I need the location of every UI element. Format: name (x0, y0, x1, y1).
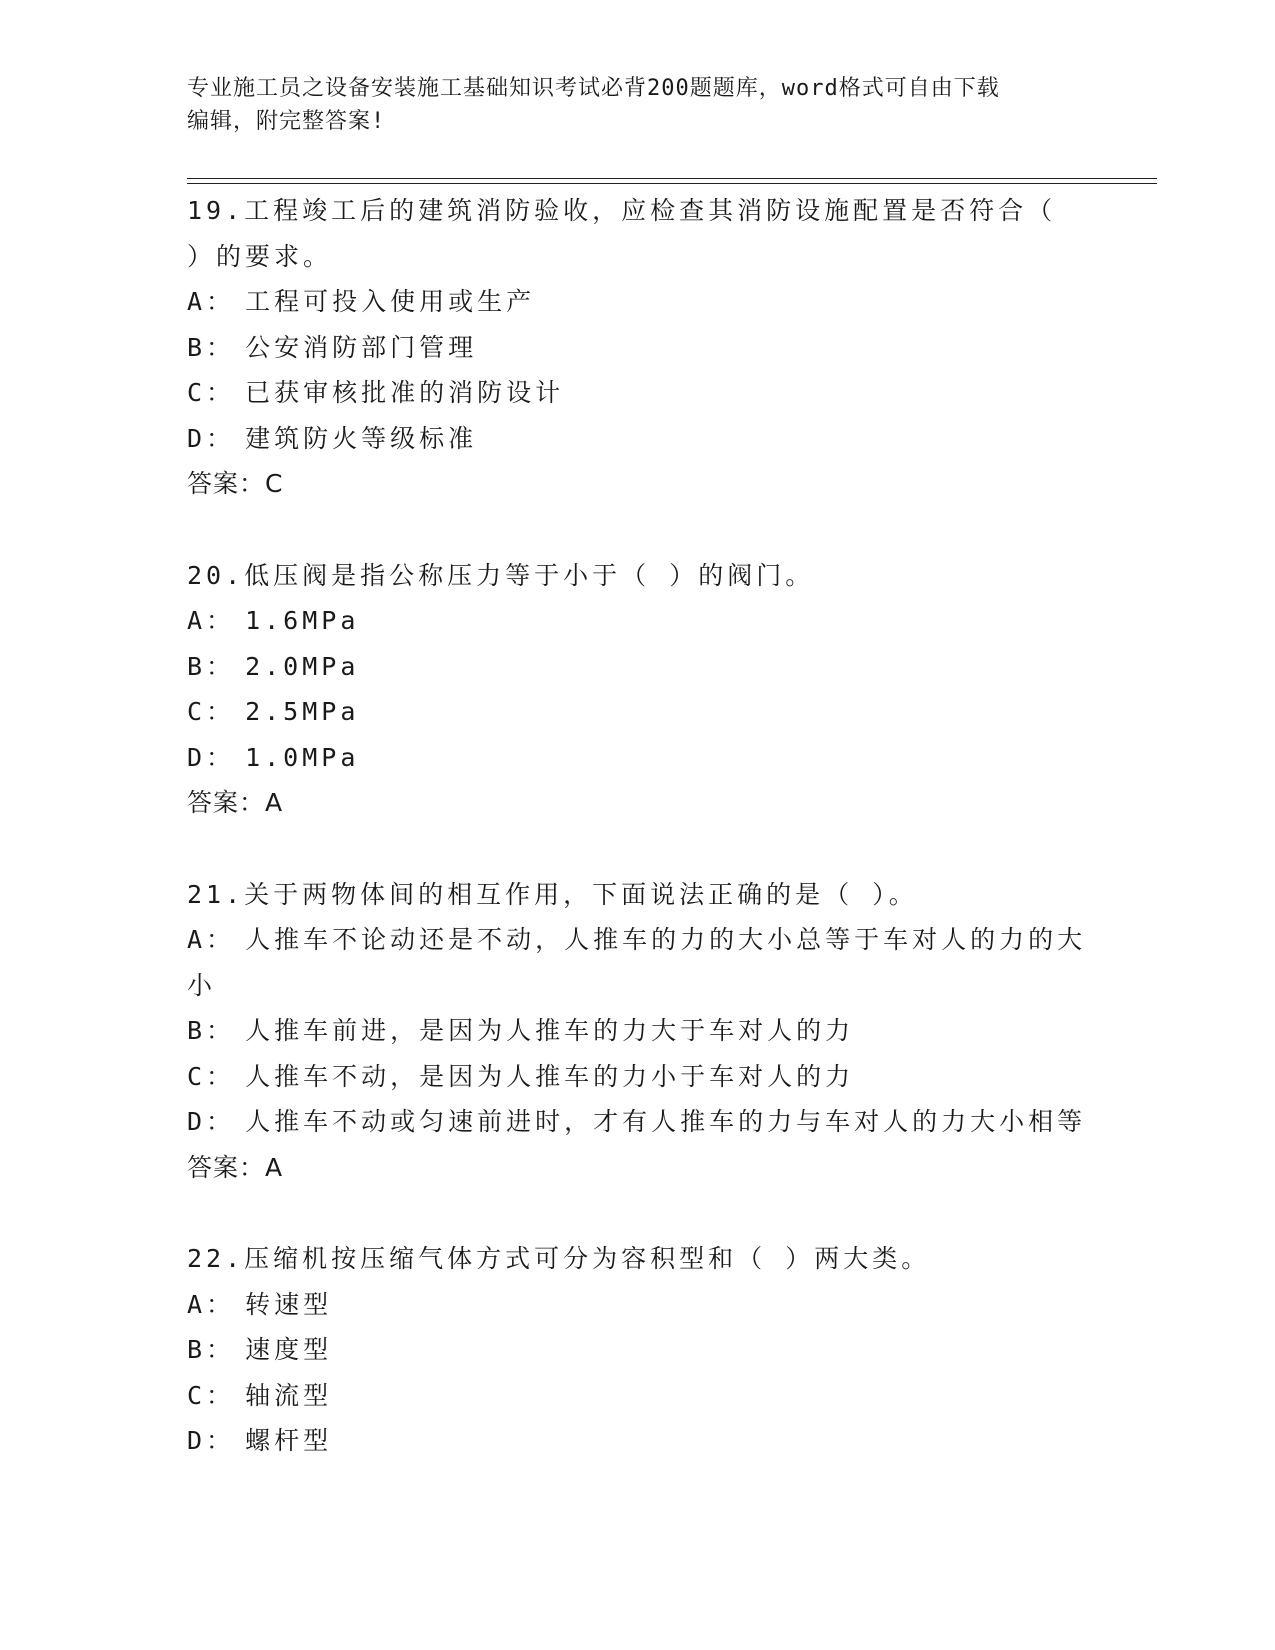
option-key: A： (187, 1289, 236, 1319)
option-key: B： (187, 1016, 236, 1045)
option-key: A： (187, 287, 236, 316)
question-22 (187, 1236, 1087, 1464)
spacer (187, 507, 1087, 553)
document-header (187, 72, 1067, 138)
option-text: 轴流型 (245, 1380, 333, 1410)
option-a (187, 1282, 1087, 1328)
option-text: 人推车不动或匀速前进时，才有人推车的力与车对人的力大小相等 (245, 1107, 1087, 1136)
option-c (187, 370, 1087, 416)
option-text: 公安消防部门管理 (245, 332, 478, 362)
option-key: C： (187, 1061, 236, 1091)
option-a-continued: 小 (187, 970, 217, 1000)
option-b (187, 644, 1087, 690)
question-19 (187, 188, 1087, 507)
option-text: 1.0MPa (245, 742, 360, 772)
option-key: C： (187, 1380, 236, 1410)
question-stem: 22.压缩机按压缩气体方式可分为容积型和（ ）两大类。 (187, 1244, 931, 1273)
option-text: 转速型 (245, 1289, 333, 1319)
option-d (187, 416, 1087, 462)
option-b (187, 1008, 1087, 1054)
option-text: 2.5MPa (245, 697, 360, 726)
option-text: 人推车不论动还是不动，人推车的力的大小总等于车对人的力的大 (245, 925, 1087, 954)
spacer (187, 1190, 1087, 1236)
option-key: D： (187, 1107, 236, 1136)
answer-line: 答案：A (187, 1152, 284, 1182)
option-d (187, 1099, 1087, 1145)
option-text: 已获审核批准的消防设计 (245, 378, 565, 407)
spacer (187, 826, 1087, 872)
header-divider (187, 178, 1157, 179)
option-key: A： (187, 925, 236, 954)
option-c (187, 1373, 1087, 1419)
question-list (187, 188, 1087, 1464)
question-21 (187, 872, 1087, 1191)
option-b (187, 325, 1087, 371)
option-key: D： (187, 423, 236, 453)
question-stem-continued: ）的要求。 (187, 241, 333, 271)
option-b (187, 1327, 1087, 1373)
option-text: 人推车前进，是因为人推车的力大于车对人的力 (245, 1016, 855, 1045)
option-text: 工程可投入使用或生产 (245, 287, 536, 316)
option-key: B： (187, 1335, 236, 1364)
option-text: 1.6MPa (245, 606, 360, 635)
option-text: 建筑防火等级标准 (245, 423, 478, 453)
option-key: C： (187, 378, 236, 407)
option-text: 速度型 (245, 1335, 333, 1364)
option-d (187, 1418, 1087, 1464)
option-text: 人推车不动，是因为人推车的力小于车对人的力 (245, 1061, 855, 1091)
option-a (187, 917, 1087, 963)
header-title-line: 专业施工员之设备安装施工基础知识考试必背200题题库，word格式可自由下载 (187, 76, 1000, 101)
header-divider (187, 183, 1157, 184)
header-title-line: 编辑，附完整答案! (187, 109, 386, 134)
question-20 (187, 553, 1087, 826)
option-key: B： (187, 651, 236, 681)
option-key: B： (187, 332, 236, 362)
option-a (187, 279, 1087, 325)
question-stem: 19.工程竣工后的建筑消防验收，应检查其消防设施配置是否符合（ (187, 196, 1057, 225)
option-c (187, 1054, 1087, 1100)
option-key: D： (187, 1426, 236, 1455)
option-text: 2.0MPa (245, 651, 360, 681)
option-d (187, 735, 1087, 781)
option-key: A： (187, 606, 236, 635)
option-c (187, 689, 1087, 735)
option-key: D： (187, 742, 236, 772)
question-stem: 20.低压阀是指公称压力等于小于（ ）的阀门。 (187, 560, 815, 590)
question-stem: 21.关于两物体间的相互作用，下面说法正确的是（ ）。 (187, 879, 918, 909)
option-text: 螺杆型 (245, 1426, 333, 1455)
answer-line: 答案：A (187, 788, 284, 817)
option-a (187, 598, 1087, 644)
answer-line: 答案：C (187, 469, 284, 498)
option-key: C： (187, 697, 236, 726)
